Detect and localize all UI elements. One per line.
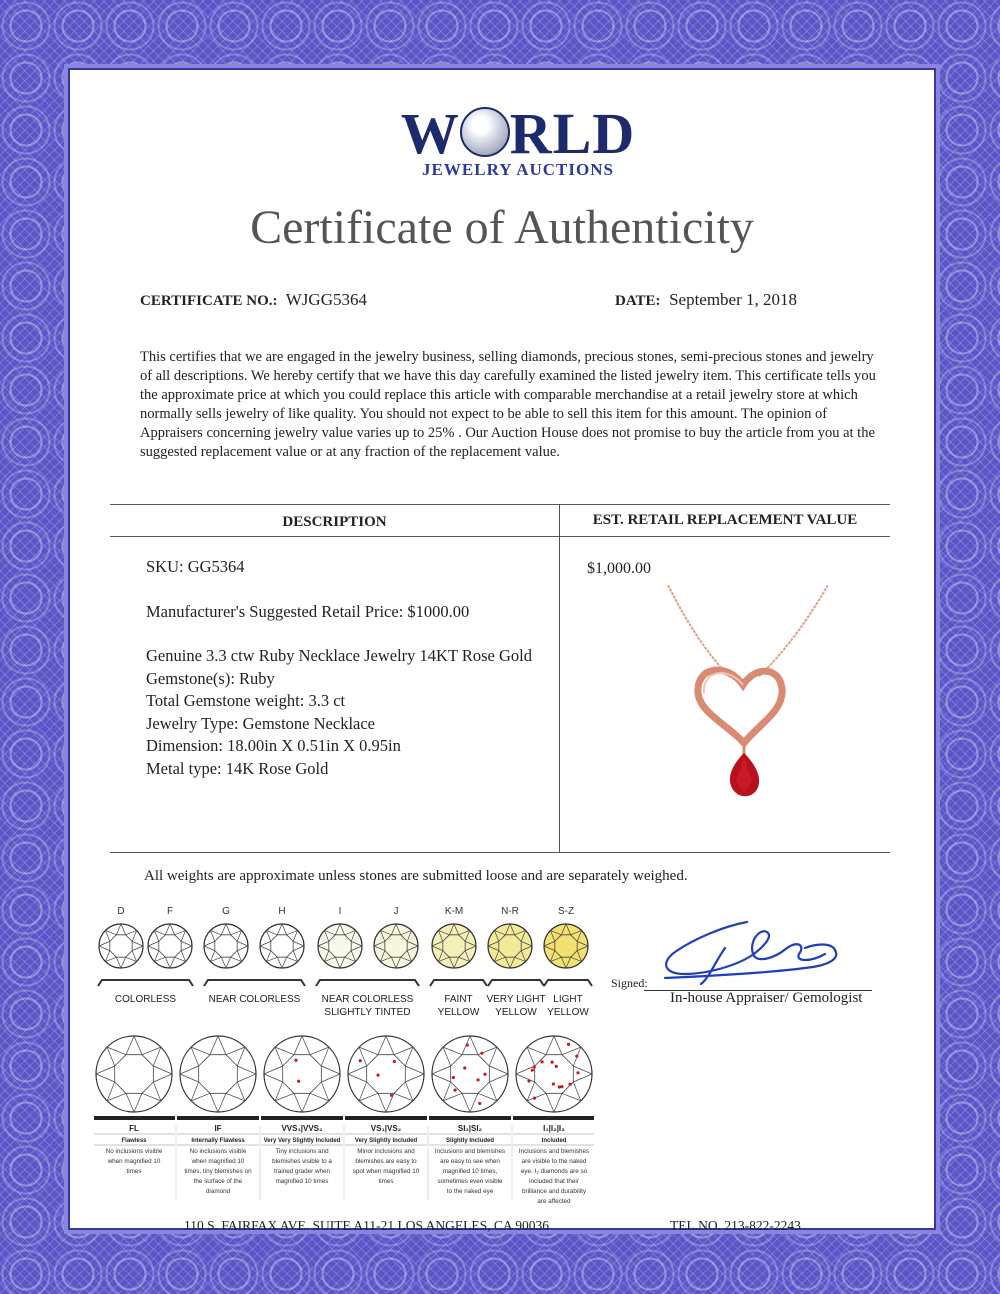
- clarity-name: Very Slightly Included: [354, 1138, 418, 1144]
- color-grade-letter: I: [338, 906, 342, 917]
- clarity-description: Minor inclusions and: [357, 1148, 415, 1155]
- color-grade-diamond-icon: [204, 924, 248, 968]
- date-value: September 1, 2018: [669, 290, 798, 309]
- inclusion-mark: [527, 1079, 530, 1082]
- clarity-diamond-icon: [516, 1036, 592, 1112]
- logo-letter-w: W: [400, 101, 460, 166]
- clarity-description: diamond: [205, 1188, 231, 1195]
- signed-label: Signed:: [611, 976, 648, 990]
- logo-subtitle: JEWELRY AUCTIONS: [422, 160, 614, 179]
- description-line: Gemstone(s): Ruby: [146, 668, 275, 688]
- certificate-number-value: WJGG5364: [285, 290, 367, 309]
- clarity-description: times: [126, 1168, 142, 1175]
- color-grade-letter: D: [117, 906, 125, 917]
- color-group-label: NEAR COLORLESS: [321, 994, 414, 1005]
- inclusion-mark: [531, 1069, 534, 1072]
- color-grade-diamond-icon: [148, 924, 192, 968]
- value-header: EST. RETAIL REPLACEMENT VALUE: [592, 512, 858, 528]
- color-grade-diamond-icon: [488, 924, 532, 968]
- clarity-diamond-icon: [264, 1036, 340, 1112]
- description-line: Dimension: 18.00in X 0.51in X 0.95in: [146, 736, 401, 755]
- color-group-label: YELLOW: [495, 1007, 537, 1018]
- clarity-description: to the naked eye: [446, 1188, 494, 1195]
- clarity-diamond-icon: [180, 1036, 256, 1112]
- color-group-bracket: [316, 980, 419, 986]
- clarity-name: Very Very Slightly Included: [263, 1138, 341, 1144]
- color-grade-letter: H: [278, 906, 286, 917]
- inclusion-mark: [463, 1066, 466, 1069]
- clarity-description: the surface of the: [193, 1178, 243, 1185]
- clarity-description: trained grader when: [273, 1168, 331, 1175]
- clarity-description: are easy to see when: [440, 1158, 500, 1165]
- msrp: Manufacturer's Suggested Retail Price: $1000.00: [146, 601, 470, 621]
- certificate-body: [68, 68, 936, 1233]
- color-group-label: LIGHT: [553, 994, 583, 1005]
- inclusion-mark: [393, 1060, 396, 1063]
- table-header-rule: [110, 536, 890, 537]
- certificate-number-label: CERTIFICATE NO.:: [140, 293, 278, 309]
- clarity-description: magnified 10 times: [275, 1178, 329, 1185]
- logo-wordmark: [398, 101, 638, 166]
- inclusion-mark: [376, 1074, 379, 1077]
- inclusion-mark: [533, 1097, 536, 1100]
- color-grade-letter: J: [393, 906, 399, 917]
- table-top-rule: [110, 504, 890, 505]
- color-group-label: VERY LIGHT: [486, 994, 546, 1005]
- clarity-description: eye. I₃ diamonds are so: [520, 1168, 588, 1175]
- inclusion-mark: [390, 1094, 393, 1097]
- table-bottom-rule: [110, 852, 890, 853]
- inclusion-mark: [452, 1076, 455, 1079]
- inclusion-mark: [540, 1060, 543, 1063]
- weights-note: All weights are approximate unless stones are submitted loose and are separately weighed.: [144, 868, 688, 884]
- footer-address: 110 S. FAIRFAX AVE. SUITE A11-21 LOS ANGELES, CA 90036: [184, 1218, 550, 1233]
- color-group-label: YELLOW: [547, 1007, 589, 1018]
- color-grade-diamond-icon: [544, 924, 588, 968]
- clarity-name: Internally Flawless: [191, 1138, 245, 1144]
- description-line: Total Gemstone weight: 3.3 ct: [146, 691, 346, 710]
- clarity-name: Included: [541, 1138, 567, 1144]
- inclusion-mark: [476, 1078, 479, 1081]
- clarity-bar: [177, 1116, 259, 1120]
- color-group-label: YELLOW: [437, 1007, 480, 1018]
- clarity-description: spot when magnified 10: [352, 1168, 420, 1175]
- date-label: DATE:: [615, 293, 661, 309]
- appraiser-title: In-house Appraiser/ Gemologist: [670, 990, 863, 1006]
- clarity-description: times: [378, 1178, 394, 1185]
- color-group-bracket: [430, 980, 487, 986]
- color-group-bracket: [544, 980, 592, 986]
- certificate-title: Certificate of Authenticity: [250, 201, 754, 254]
- sku: SKU: GG5364: [146, 557, 245, 576]
- color-group-label: SLIGHTLY TINTED: [324, 1007, 411, 1018]
- color-grade-diamond-icon: [99, 924, 143, 968]
- inclusion-mark: [453, 1089, 456, 1092]
- clarity-code: FL: [129, 1124, 139, 1133]
- clarity-name: Slightly Included: [445, 1138, 495, 1144]
- color-grade-diamond-icon: [318, 924, 362, 968]
- certificate-date: [615, 290, 797, 310]
- clarity-bar: [261, 1116, 343, 1120]
- color-grade-letter: F: [166, 906, 174, 917]
- clarity-bar: [345, 1116, 427, 1120]
- inclusion-mark: [575, 1054, 578, 1057]
- ruby-heart-necklace-image: [658, 585, 828, 800]
- inclusion-mark: [297, 1080, 300, 1083]
- inclusion-mark: [555, 1065, 558, 1068]
- appraiser-signature: [655, 918, 865, 988]
- color-grade-letter: S-Z: [557, 906, 575, 917]
- clarity-description: when magnified 10: [107, 1158, 161, 1165]
- color-group-bracket: [488, 980, 544, 986]
- clarity-diamond-icon: [96, 1036, 172, 1112]
- clarity-code: VS₁|VS₂: [370, 1124, 402, 1133]
- clarity-diamond-icon: [432, 1036, 508, 1112]
- clarity-description: sometimes even visible: [437, 1178, 503, 1185]
- color-grade-letter: N-R: [501, 906, 519, 917]
- description-header: DESCRIPTION: [282, 514, 387, 530]
- clarity-bar: [513, 1116, 594, 1120]
- inclusion-mark: [567, 1043, 570, 1046]
- clarity-description: brilliance and durability: [521, 1188, 587, 1195]
- clarity-code: VVS₁|VVS₂: [281, 1124, 323, 1133]
- clarity-code: I₁|I₂|I₃: [543, 1124, 565, 1133]
- diamond-icon: [460, 107, 510, 157]
- clarity-description: times, tiny blemishes on: [184, 1168, 252, 1175]
- clarity-description: Tiny inclusions and: [275, 1148, 329, 1155]
- color-group-bracket: [98, 980, 193, 986]
- clarity-name: Flawless: [121, 1138, 147, 1144]
- clarity-description: No inclusions visible: [105, 1148, 163, 1155]
- color-group-label: FAINT: [444, 994, 473, 1005]
- clarity-code: SI₁|SI₂: [457, 1124, 483, 1133]
- color-grade-diamond-icon: [374, 924, 418, 968]
- inclusion-mark: [558, 1085, 561, 1088]
- clarity-description: are visible to the naked: [521, 1158, 587, 1165]
- certificate-number: [140, 290, 367, 310]
- inclusion-mark: [359, 1059, 362, 1062]
- clarity-diamond-icon: [348, 1036, 424, 1112]
- color-grade-chart: [92, 902, 602, 1032]
- inclusion-mark: [533, 1065, 536, 1068]
- inclusion-mark: [568, 1083, 571, 1086]
- clarity-grade-chart: [94, 1030, 594, 1210]
- inclusion-mark: [483, 1073, 486, 1076]
- intro-paragraph: This certifies that we are engaged in the jewelry business, selling diamonds, precious stones, semi-precious stones and jewelry of all descriptions. We hereby certify that we have this day carefully examined the listed jewelry item. This certificate tells you the approximate price at which you could replace this article with comparable merchandise at a retail jewelry store at which normally sells jewelry of like quality. You should not expect to be able to sell this item for this amount. The opinion of Appraisers concerning jewelry value varies up to 25% . Our Auction House does not promise to buy the article from you at the suggested replacement value or at any fraction of the replacement value.: [140, 349, 876, 460]
- description-line: Jewelry Type: Gemstone Necklace: [146, 713, 375, 733]
- clarity-description: No inclusions visible: [189, 1148, 247, 1155]
- item-description: [146, 556, 532, 780]
- color-grade-letter: K-M: [444, 906, 464, 917]
- color-grade-diamond-icon: [432, 924, 476, 968]
- inclusion-mark: [480, 1052, 483, 1055]
- inclusion-mark: [576, 1071, 579, 1074]
- description-line: Metal type: 14K Rose Gold: [146, 758, 329, 778]
- clarity-description: blemishes visible to a: [272, 1158, 332, 1165]
- clarity-description: when magnified 10: [191, 1158, 245, 1165]
- clarity-description: blemishes are easy to: [355, 1158, 417, 1165]
- color-group-bracket: [204, 980, 305, 986]
- clarity-description: Inclusions and blemishes: [518, 1148, 590, 1155]
- description-line: Genuine 3.3 ctw Ruby Necklace Jewelry 14KT Rose Gold: [146, 646, 532, 665]
- clarity-description: included that their: [529, 1178, 579, 1185]
- world-jewelry-auctions-logo: [398, 101, 638, 180]
- clarity-description: magnified 10 times,: [442, 1168, 498, 1175]
- clarity-description: Inclusions and blemishes: [434, 1148, 506, 1155]
- replacement-value: $1,000.00: [587, 560, 651, 577]
- color-grade-letter: G: [222, 906, 230, 917]
- clarity-description: are affected: [537, 1198, 571, 1205]
- footer-telephone: TEL.NO. 213-822-2243: [670, 1218, 801, 1233]
- inclusion-mark: [466, 1044, 469, 1047]
- clarity-bar: [94, 1116, 175, 1120]
- color-group-label: NEAR COLORLESS: [208, 994, 301, 1005]
- inclusion-mark: [478, 1102, 481, 1105]
- logo-letters-rld: RLD: [509, 101, 636, 166]
- clarity-code: IF: [214, 1124, 222, 1133]
- inclusion-mark: [552, 1082, 555, 1085]
- color-group-label: COLORLESS: [114, 994, 177, 1005]
- table-column-divider: [559, 504, 560, 852]
- color-grade-diamond-icon: [260, 924, 304, 968]
- inclusion-mark: [294, 1059, 297, 1062]
- inclusion-mark: [550, 1061, 553, 1064]
- clarity-bar: [429, 1116, 511, 1120]
